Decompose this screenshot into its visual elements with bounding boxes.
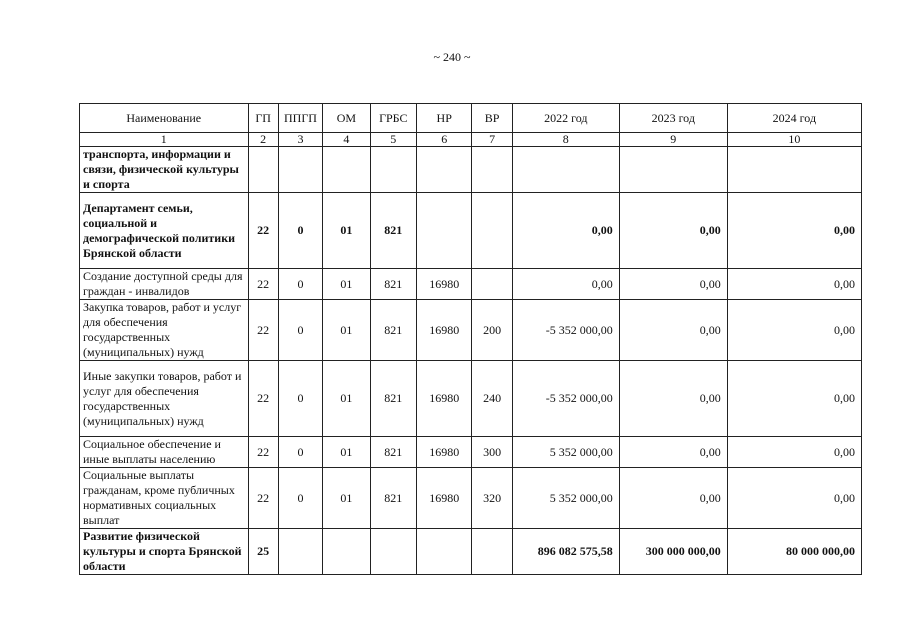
col-number: 4 <box>323 133 370 147</box>
row-2024: 80 000 000,00 <box>727 529 861 575</box>
row-2022: 0,00 <box>512 193 619 269</box>
row-nr: 16980 <box>416 300 471 361</box>
row-ppgp: 0 <box>278 437 322 468</box>
row-nr: 16980 <box>416 361 471 437</box>
row-grbs: 821 <box>370 437 416 468</box>
row-ppgp: 0 <box>278 361 322 437</box>
row-ppgp: 0 <box>278 468 322 529</box>
row-gp: 22 <box>248 269 278 300</box>
row-vr: 200 <box>472 300 512 361</box>
row-om: 01 <box>323 269 370 300</box>
header-om: ОМ <box>323 104 370 133</box>
row-ppgp: 0 <box>278 193 322 269</box>
col-number: 8 <box>512 133 619 147</box>
row-2023: 0,00 <box>619 193 727 269</box>
row-om: 01 <box>323 468 370 529</box>
row-2023: 0,00 <box>619 437 727 468</box>
row-2024: 0,00 <box>727 468 861 529</box>
row-2023: 0,00 <box>619 468 727 529</box>
col-number: 1 <box>80 133 249 147</box>
row-ppgp <box>278 529 322 575</box>
column-number-row <box>80 133 862 147</box>
row-gp: 22 <box>248 361 278 437</box>
row-2024: 0,00 <box>727 361 861 437</box>
row-grbs: 821 <box>370 468 416 529</box>
row-om <box>323 529 370 575</box>
row-name: Иные закупки товаров, работ и услуг для обеспечения государственных (муниципальных) нужд <box>80 361 249 437</box>
row-2024: 0,00 <box>727 269 861 300</box>
table-row <box>80 529 862 575</box>
header-vr: ВР <box>472 104 512 133</box>
row-gp: 22 <box>248 468 278 529</box>
col-number: 5 <box>370 133 416 147</box>
row-grbs: 821 <box>370 300 416 361</box>
row-2023: 0,00 <box>619 269 727 300</box>
row-gp: 22 <box>248 300 278 361</box>
row-vr <box>472 193 512 269</box>
row-gp: 22 <box>248 193 278 269</box>
row-2024: 0,00 <box>727 193 861 269</box>
row-name: Закупка товаров, работ и услуг для обеспечения государственных (муниципальных) нужд <box>80 300 249 361</box>
header-grbs: ГРБС <box>370 104 416 133</box>
row-nr <box>416 193 471 269</box>
row-grbs <box>370 147 416 193</box>
row-ppgp <box>278 147 322 193</box>
col-number: 10 <box>727 133 861 147</box>
row-om <box>323 147 370 193</box>
table-row <box>80 437 862 468</box>
row-om: 01 <box>323 437 370 468</box>
row-gp: 25 <box>248 529 278 575</box>
row-nr: 16980 <box>416 468 471 529</box>
row-2022: 5 352 000,00 <box>512 468 619 529</box>
row-2024 <box>727 147 861 193</box>
row-grbs: 821 <box>370 193 416 269</box>
row-2023: 0,00 <box>619 361 727 437</box>
row-name: Развитие физической культуры и спорта Брянской области <box>80 529 249 575</box>
row-nr: 16980 <box>416 437 471 468</box>
header-2024: 2024 год <box>727 104 861 133</box>
page-number: ~ 240 ~ <box>433 50 471 64</box>
row-om: 01 <box>323 193 370 269</box>
budget-table <box>79 103 862 575</box>
row-2023: 300 000 000,00 <box>619 529 727 575</box>
row-nr: 16980 <box>416 269 471 300</box>
table-row <box>80 468 862 529</box>
table-row <box>80 193 862 269</box>
row-gp: 22 <box>248 437 278 468</box>
row-vr: 300 <box>472 437 512 468</box>
row-name: Социальное обеспечение и иные выплаты населению <box>80 437 249 468</box>
header-row <box>80 104 862 133</box>
row-2022: 0,00 <box>512 269 619 300</box>
table-row <box>80 147 862 193</box>
col-number: 2 <box>248 133 278 147</box>
row-vr <box>472 529 512 575</box>
col-number: 7 <box>472 133 512 147</box>
row-gp <box>248 147 278 193</box>
row-2024: 0,00 <box>727 437 861 468</box>
row-vr: 240 <box>472 361 512 437</box>
row-om: 01 <box>323 300 370 361</box>
col-number: 3 <box>278 133 322 147</box>
header-ppgp: ППГП <box>278 104 322 133</box>
row-grbs: 821 <box>370 361 416 437</box>
row-nr <box>416 147 471 193</box>
header-nr: НР <box>416 104 471 133</box>
header-name: Наименование <box>80 104 249 133</box>
row-vr <box>472 147 512 193</box>
row-name: Социальные выплаты гражданам, кроме публичных нормативных социальных выплат <box>80 468 249 529</box>
table-row <box>80 269 862 300</box>
row-2023 <box>619 147 727 193</box>
row-name: Создание доступной среды для граждан - инвалидов <box>80 269 249 300</box>
header-2023: 2023 год <box>619 104 727 133</box>
row-2023: 0,00 <box>619 300 727 361</box>
header-gp: ГП <box>248 104 278 133</box>
row-2022: -5 352 000,00 <box>512 361 619 437</box>
row-grbs <box>370 529 416 575</box>
table-row <box>80 361 862 437</box>
row-om: 01 <box>323 361 370 437</box>
row-2022: -5 352 000,00 <box>512 300 619 361</box>
row-2022: 896 082 575,58 <box>512 529 619 575</box>
col-number: 9 <box>619 133 727 147</box>
row-name: Департамент семьи, социальной и демографической политики Брянской области <box>80 193 249 269</box>
row-vr <box>472 269 512 300</box>
row-vr: 320 <box>472 468 512 529</box>
row-nr <box>416 529 471 575</box>
row-2022 <box>512 147 619 193</box>
table-row <box>80 300 862 361</box>
header-2022: 2022 год <box>512 104 619 133</box>
row-name: транспорта, информации и связи, физической культуры и спорта <box>80 147 249 193</box>
row-2024: 0,00 <box>727 300 861 361</box>
row-grbs: 821 <box>370 269 416 300</box>
col-number: 6 <box>416 133 471 147</box>
row-2022: 5 352 000,00 <box>512 437 619 468</box>
row-ppgp: 0 <box>278 300 322 361</box>
row-ppgp: 0 <box>278 269 322 300</box>
